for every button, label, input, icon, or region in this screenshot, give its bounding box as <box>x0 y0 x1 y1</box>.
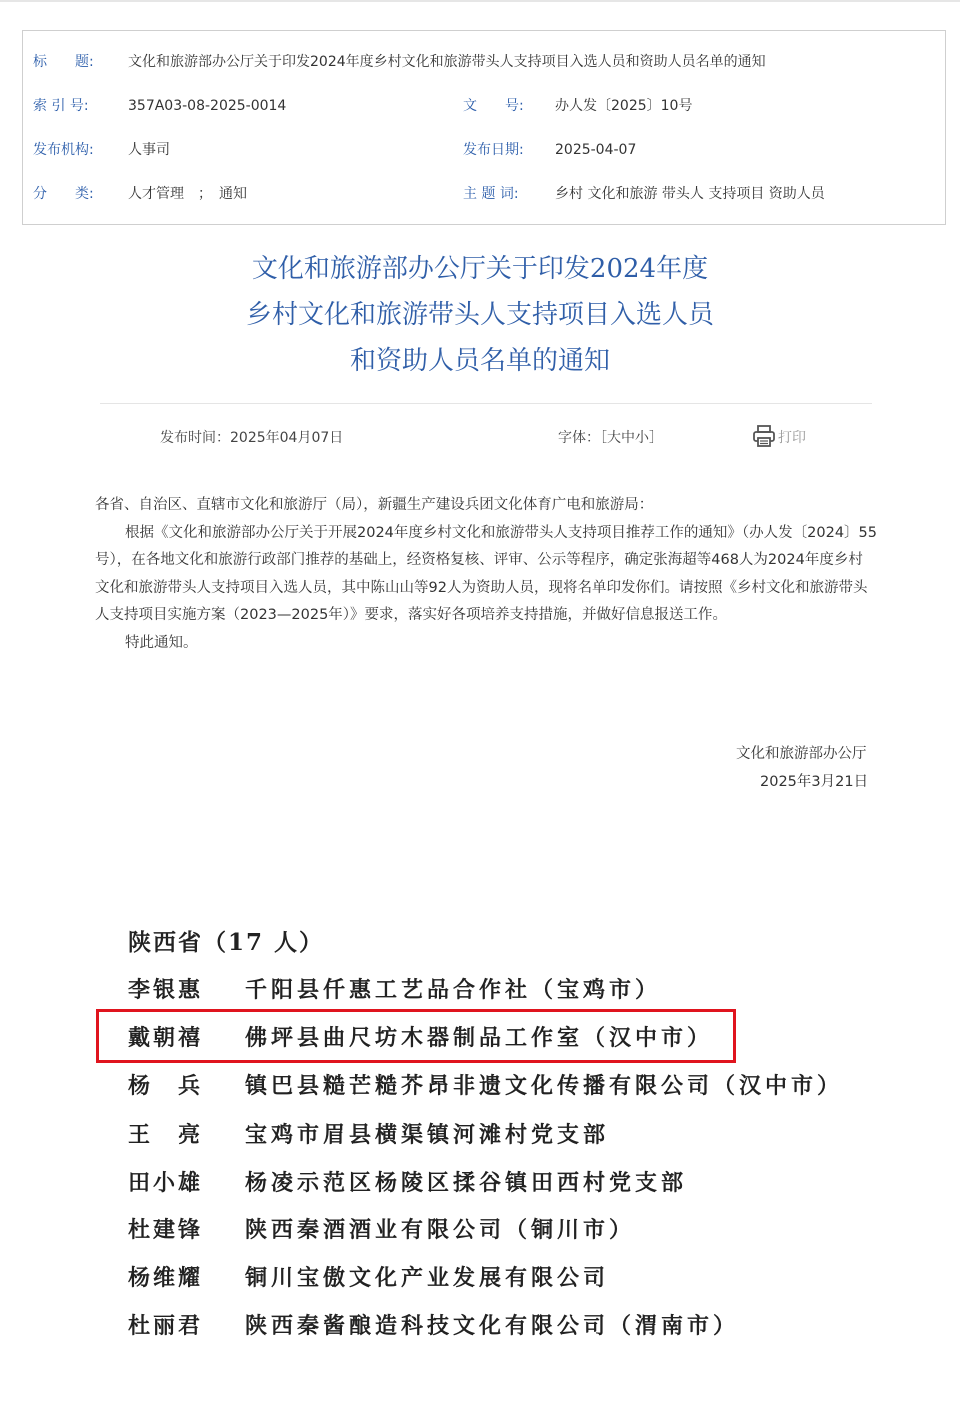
print-link[interactable]: 打印 <box>778 430 806 446</box>
metadata-panel <box>22 30 946 225</box>
person-name: 李银惠 <box>128 977 204 1003</box>
font-size-switcher[interactable]: 字体：［大中小］ <box>558 430 663 446</box>
person-name: 杨维耀 <box>128 1265 204 1291</box>
person-org: 铜川宝傲文化产业发展有限公司 <box>245 1265 610 1291</box>
person-org: 陕西秦酱酿造科技文化有限公司（渭南市） <box>245 1313 740 1339</box>
province-heading: 陕西省（17 人） <box>128 929 325 956</box>
title-divider <box>100 403 872 404</box>
meta-org-label: 发布机构: <box>33 142 94 158</box>
person-name: 王 亮 <box>128 1122 204 1148</box>
person-org: 镇巴县糙芒糙芥昂非遗文化传播有限公司（汉中市） <box>245 1073 844 1099</box>
closing-line: 特此通知。 <box>125 634 198 651</box>
meta-title-value: 文化和旅游部办公厅关于印发2024年度乡村文化和旅游带头人支持项目入选人员和资助人员名单的通知 <box>128 54 766 70</box>
publish-time: 发布时间：2025年04月07日 <box>160 430 344 446</box>
meta-keywords-value: 乡村 文化和旅游 带头人 支持项目 资助人员 <box>555 186 825 202</box>
person-org: 杨凌示范区杨陵区揉谷镇田西村党支部 <box>245 1170 688 1196</box>
meta-docno-value: 办人发〔2025〕10号 <box>555 98 693 114</box>
person-org: 宝鸡市眉县横渠镇河滩村党支部 <box>245 1122 610 1148</box>
person-org: 陕西秦酒酒业有限公司（铜川市） <box>245 1217 636 1243</box>
document-body <box>95 492 877 657</box>
meta-date-label: 发布日期: <box>463 142 524 158</box>
meta-date-value: 2025-04-07 <box>555 142 637 158</box>
salutation: 各省、自治区、直辖市文化和旅游厅（局），新疆生产建设兵团文化体育广电和旅游局： <box>95 497 654 513</box>
highlight-box <box>96 1009 736 1063</box>
meta-index-label: 索 引 号: <box>33 98 89 114</box>
person-name: 戴朝禧 <box>128 1025 204 1051</box>
print-icon[interactable] <box>752 424 776 448</box>
meta-org-value: 人事司 <box>128 142 170 158</box>
person-name: 杨 兵 <box>128 1073 204 1099</box>
meta-category-label: 分 类: <box>33 186 94 202</box>
person-name: 田小雄 <box>128 1170 204 1196</box>
person-name: 杜建锋 <box>128 1217 204 1243</box>
sign-date: 2025年3月21日 <box>760 774 869 790</box>
doc-title-line-1: 文化和旅游部办公厅关于印发2024年度 <box>251 254 709 284</box>
meta-category-value[interactable]: 人才管理 ； 通知 <box>128 186 247 202</box>
doc-title-line-3: 和资助人员名单的通知 <box>349 346 610 376</box>
person-org: 千阳县仟惠工艺品合作社（宝鸡市） <box>245 977 662 1003</box>
main-paragraph: 根据《文化和旅游部办公厅关于开展2024年度乡村文化和旅游带头人支持项目推荐工作的通知》（办人发〔2024〕55号），在各地文化和旅游行政部门推荐的基础上，经资格复核、评审、公示等程序，确定张海超等468人为2024年度乡村文化和旅游带头人支持项目入选人员，其中陈山山等92人为资助人员，现将名单印发你们。请按照《乡村文化和旅游带头人支持项目实施方案（2023—2025年）》要求，落实好各项培养支持措施，并做好信息报送工作。 <box>95 524 877 623</box>
meta-keywords-label: 主 题 词: <box>463 186 519 202</box>
signer: 文化和旅游部办公厅 <box>736 746 867 762</box>
top-divider <box>0 0 960 2</box>
person-name: 杜丽君 <box>128 1313 204 1339</box>
meta-index-value: 357A03-08-2025-0014 <box>128 98 287 114</box>
meta-title-label: 标 题: <box>33 54 94 70</box>
doc-title-line-2: 乡村文化和旅游带头人支持项目入选人员 <box>245 300 714 330</box>
meta-docno-label: 文 号: <box>463 98 524 114</box>
person-org: 佛坪县曲尺坊木器制品工作室（汉中市） <box>245 1025 714 1051</box>
